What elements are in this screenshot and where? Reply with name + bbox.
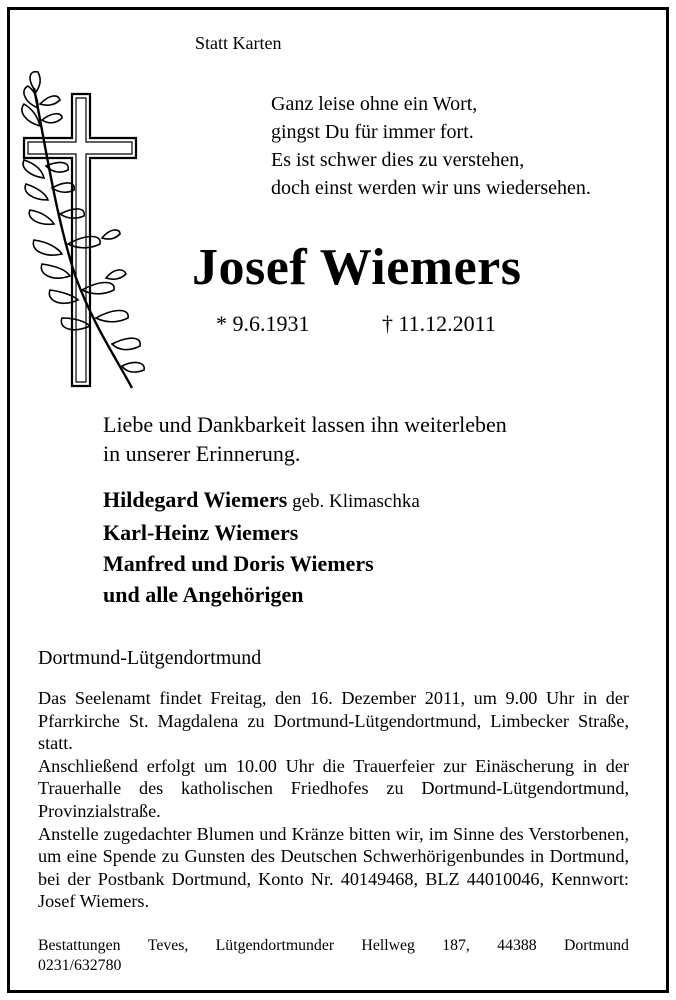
poem-line: gingst Du für immer fort. [271, 121, 474, 143]
poem [271, 90, 591, 202]
footer-word: Bestattungen [38, 937, 121, 954]
deceased-name: Josef Wiemers [192, 239, 522, 296]
family-member-name: Manfred und Doris Wiemers [103, 551, 374, 576]
motto [103, 410, 507, 468]
service-details [38, 687, 629, 913]
poem-line: doch einst werden wir uns wiedersehen. [271, 177, 591, 199]
paragraph: Anstelle zugedachter Blumen und Kränze bitten wir, im Sinne des Verstorbenen, um eine Spende zu Gunsten des Deutschen Schwerhörigenbundes in Dortmund, bei der Postbank Dortmund, Konto Nr. 40149468, BLZ 44010046, Kennwort: Josef Wiemers. [38, 823, 629, 912]
poem-line: Ganz leise ohne ein Wort, [271, 93, 478, 115]
footer-word: Teves, [147, 937, 189, 954]
maiden-name: geb. Klimaschka [287, 491, 420, 512]
footer-word: Dortmund [563, 937, 629, 954]
family-list [103, 484, 420, 610]
poem-line: Es ist schwer dies zu verstehen, [271, 149, 525, 171]
footer-phone: 0231/632780 [38, 957, 122, 974]
paragraph: Das Seelenamt findet Freitag, den 16. Dezember 2011, um 9.00 Uhr in der Pfarrkirche St. Magdalena zu Dortmund-Lütgendortmund, Limbecker Straße, statt. [38, 688, 629, 754]
footer-address-line [38, 936, 629, 956]
birth-date: * 9.6.1931 [216, 311, 310, 336]
family-row [103, 579, 420, 610]
family-member-name: Karl-Heinz Wiemers [103, 520, 299, 545]
family-member-name: und alle Angehörigen [103, 582, 304, 607]
motto-line: in unserer Erinnerung. [103, 441, 301, 466]
paragraph: Anschließend erfolgt um 10.00 Uhr die Trauerfeier zur Einäscherung in der Trauerhalle des katholischen Friedhofes zu Dortmund-Lütgendortmund, Provinzialstraße. [38, 755, 629, 821]
footer-word: 44388 [497, 937, 537, 954]
motto-line: Liebe und Dankbarkeit lassen ihn weiterleben [103, 412, 507, 437]
statt-karten-label: Statt Karten [195, 33, 282, 53]
funeral-home-footer [38, 936, 629, 976]
footer-word: Lütgendortmunder [215, 937, 335, 954]
place-label: Dortmund-Lütgendortmund [38, 647, 262, 669]
family-row [103, 548, 420, 579]
family-member-name: Hildegard Wiemers [103, 487, 288, 512]
cross-with-palm-branch-icon [16, 68, 150, 398]
family-row [103, 484, 420, 517]
footer-word: 187, [442, 937, 470, 954]
footer-word: Hellweg [361, 937, 415, 954]
family-row [103, 517, 420, 548]
death-date: † 11.12.2011 [382, 311, 496, 336]
